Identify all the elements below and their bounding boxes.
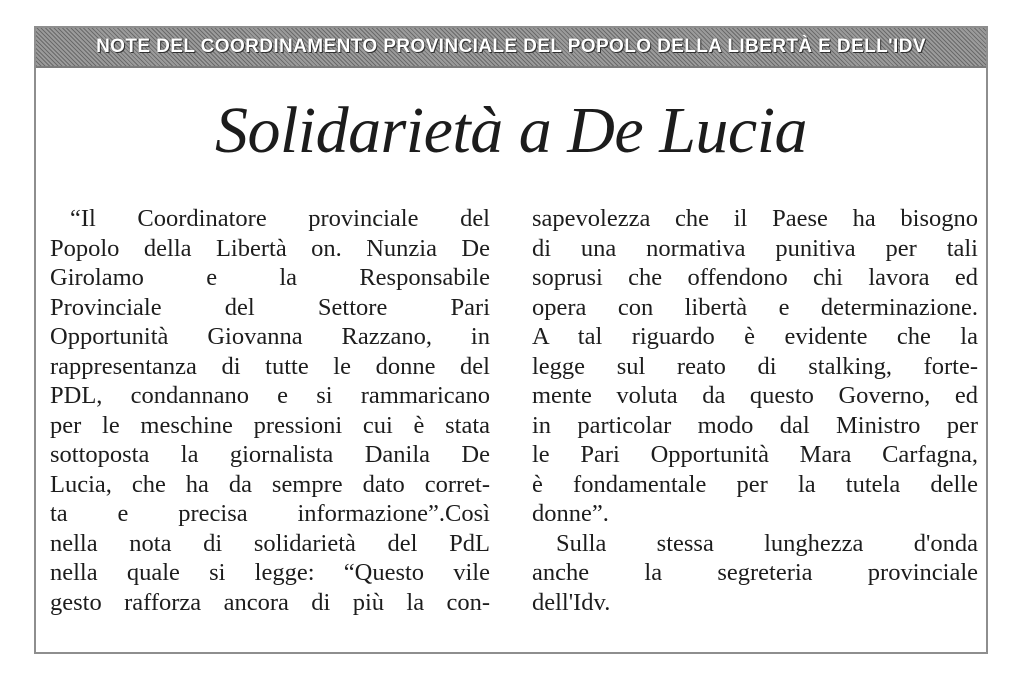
text-line: legge sul reato di stalking, forte- (532, 352, 978, 380)
article-column-left (50, 204, 490, 617)
text-line: opera con libertà e determinazione. (532, 293, 978, 321)
headline: Solidarietà a De Lucia (214, 94, 808, 167)
text-line: Girolamo e la Responsabile (50, 264, 490, 291)
text-line: Opportunità Giovanna Razzano, in (50, 323, 490, 350)
text-line: sottoposta la giornalista Danila De (50, 441, 490, 468)
text-line: nella quale si legge: “Questo vile (50, 559, 490, 586)
text-line: dell'Idv. (532, 588, 611, 616)
text-line: soprusi che offendono chi lavora ed (532, 264, 978, 291)
newspaper-clipping (34, 26, 988, 654)
text-line: anche la segreteria provinciale (532, 559, 978, 586)
text-line: in particolar modo dal Ministro per (532, 411, 978, 439)
text-line: è fondamentale per la tutela delle (532, 470, 978, 498)
text-line: Lucia, che ha da sempre dato corret- (50, 470, 490, 498)
banner-text: NOTE DEL COORDINAMENTO PROVINCIALE DEL POPOLO DELLA LIBERTÀ E DELL'IDV (96, 36, 926, 57)
text-line: Provinciale del Settore Pari (50, 293, 490, 321)
text-line: A tal riguardo è evidente che la (532, 323, 978, 350)
text-line: ta e precisa informazione”.Così (50, 500, 490, 527)
text-line: donne”. (532, 500, 609, 527)
text-line: PDL, condannano e si rammaricano (50, 382, 490, 409)
text-line: Sulla stessa lunghezza d'onda (556, 529, 978, 557)
article-column-right (532, 204, 978, 617)
text-line: “Il Coordinatore provinciale del (70, 205, 490, 232)
text-line: per le meschine pressioni cui è stata (50, 411, 490, 439)
text-line: mente voluta da questo Governo, ed (532, 382, 978, 409)
text-line: gesto rafforza ancora di più la con- (50, 588, 490, 616)
text-line: di una normativa punitiva per tali (532, 234, 978, 262)
text-line: rappresentanza di tutte le donne del (50, 352, 490, 380)
text-line: Popolo della Libertà on. Nunzia De (50, 234, 490, 262)
text-line: sapevolezza che il Paese ha bisogno (532, 205, 978, 232)
text-line: le Pari Opportunità Mara Carfagna, (532, 441, 978, 468)
section-banner (36, 28, 986, 68)
text-line: nella nota di solidarietà del PdL (50, 529, 490, 557)
